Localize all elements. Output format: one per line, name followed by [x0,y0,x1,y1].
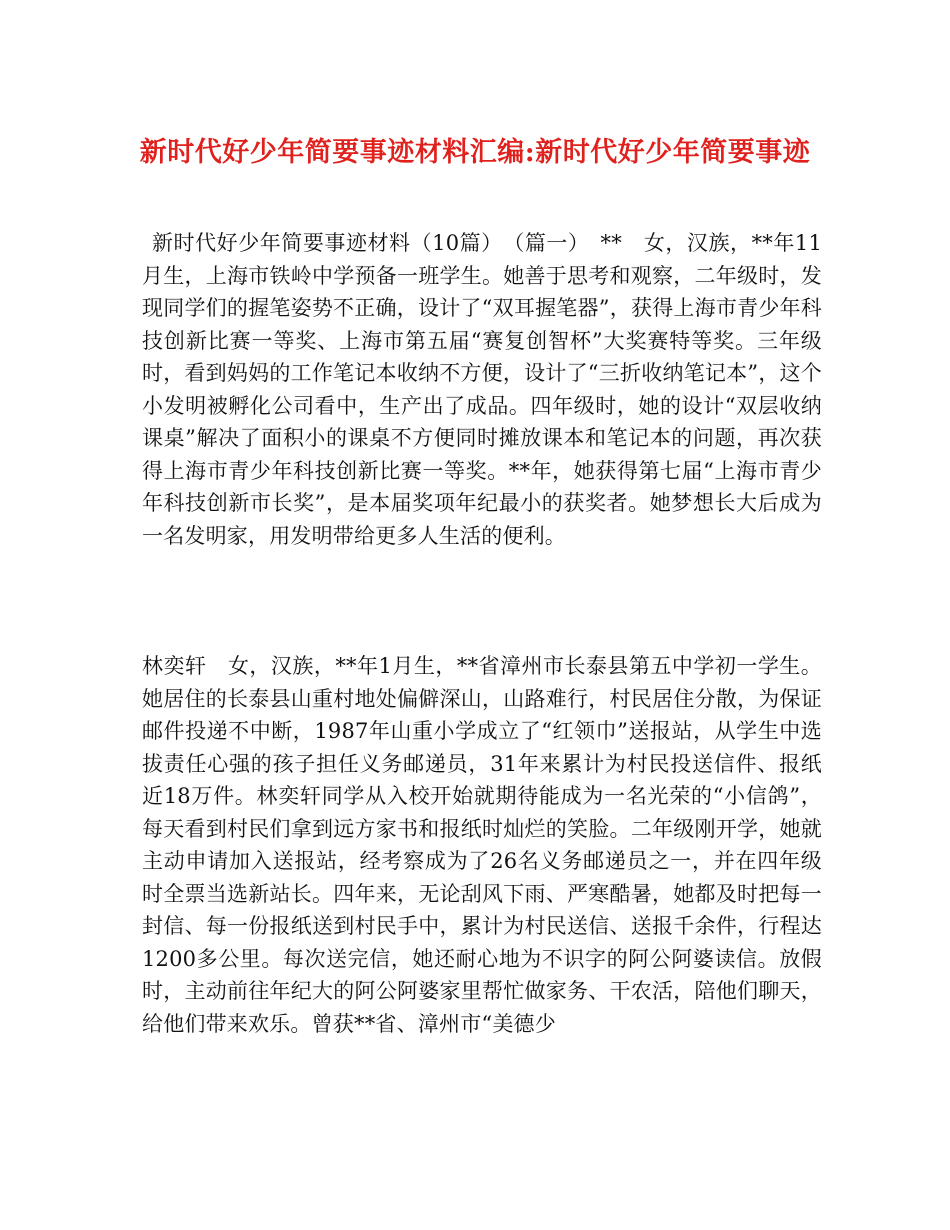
paragraph-2: 林奕轩 女，汉族，**年1月生，**省漳州市长泰县第五中学初一学生。她居住的长泰县山重村地处偏僻深山，山路难行，村民居住分散，为保证邮件投递不中断，1987年山重小学成立了“红领巾”送报站，从学生中选拔责任心强的孩子担任义务邮递员，31年来累计为村民投送信件、报纸近18万件。林奕轩同学从入校开始就期待能成为一名光荣的“小信鸽”，每天看到村民们拿到远方家书和报纸时灿烂的笑脸。二年级刚开学，她就主动申请加入送报站，经考察成为了26名义务邮递员之一，并在四年级时全票当选新站长。四年来，无论刮风下雨、严寒酷暑，她都及时把每一封信、每一份报纸送到村民手中，累计为村民送信、送报千余件，行程达1200多公里。每次送完信，她还耐心地为不识字的阿公阿婆读信。放假时，主动前往年纪大的阿公阿婆家里帮忙做家务、干农活，陪他们聊天，给他们带来欢乐。曾获**省、漳州市“美德少 [142,654,822,1036]
paragraph-1: 新时代好少年简要事迹材料（10篇） （篇一） ** 女，汉族，**年11月生，上海市铁岭中学预备一班学生。她善于思考和观察，二年级时，发现同学们的握笔姿势不正确，设计了“双耳握笔器”，获得上海市青少年科技创新比赛一等奖、上海市第五届“赛复创智杯”大奖赛特等奖。三年级时，看到妈妈的工作笔记本收纳不方便，设计了“三折收纳笔记本”，这个小发明被孵化公司看中，生产出了成品。四年级时，她的设计“双层收纳课桌”解决了面积小的课桌不方便同时摊放课本和笔记本的问题，再次获得上海市青少年科技创新比赛一等奖。**年，她获得第七届“上海市青少年科技创新市长奖”，是本届奖项年纪最小的获奖者。她梦想长大后成为一名发明家，用发明带给更多人生活的便利。 [142,231,822,548]
document-title: 新时代好少年简要事迹材料汇编:新时代好少年简要事迹 [139,137,811,168]
